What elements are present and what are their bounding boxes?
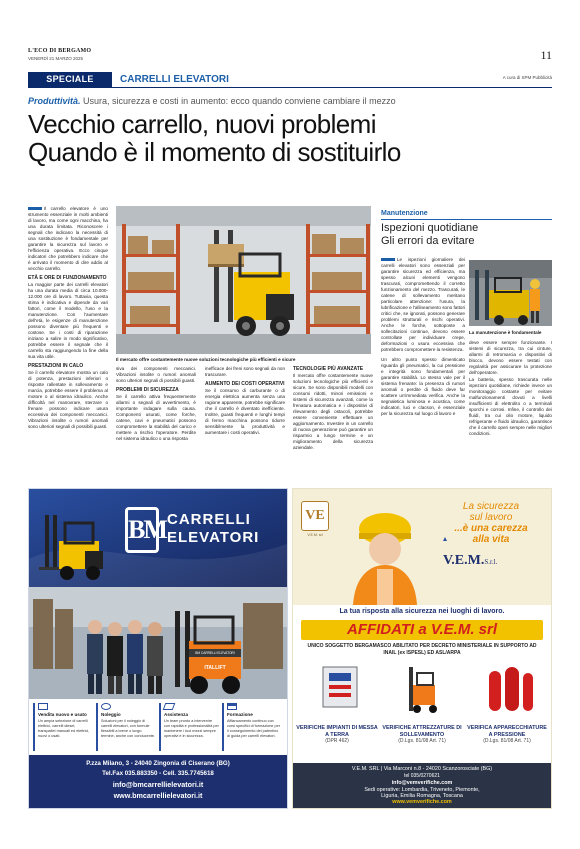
ad-bm-brand-line1: CARRELLI — [167, 511, 251, 528]
section-credit: A cura di SPM Pubblicità — [502, 75, 552, 80]
ad-vem-slogan-line2: sul lavoro — [469, 512, 513, 523]
paragraph-sicurezza: Se il carrello attiva frequentemente allarmi o segnali di avvertimento, è importante indagare sulla causa. Componenti usurati, come forche, catene, cavi e pneumatici possono compromettere la stabilità del carico e mettere a rischio l'operatore. Perdite nel sistema idraulico o una risposta — [116, 394, 196, 441]
ad-vem-slogan-line3: ...è una carezza — [454, 523, 528, 534]
ad-bm-truck-plate: BM CARRELLI ELEVATORI — [195, 651, 235, 655]
sidebar-column-1 — [381, 257, 465, 357]
section-label: SPECIALE — [28, 72, 112, 87]
article-kicker-text: Usura, sicurezza e costi in aumento: ecco quando conviene cambiare il mezzo — [83, 96, 396, 106]
sidebar-title-line2: Gli errori da evitare — [381, 235, 475, 247]
paragraph-costi: Se il consumo di carburante o di energia elettrica aumenta senza una ragione apparente, potrebbe significare che il carrello è diventato inefficiente. Inoltre, guasti frequenti e lunghi tempi di fermo macchina possono ridurre sensibilmente la produttività e aumentare i costi operativi. — [205, 388, 285, 435]
ad-bm-address: P.zza Milano, 3 - 24040 Zingonia di Ciserano (BG) — [86, 760, 230, 767]
ad-vem-name-tag — [443, 553, 497, 569]
dropmark — [28, 207, 42, 210]
article-column-4 — [293, 366, 373, 481]
sidebar-column-2 — [469, 340, 552, 481]
sidebar-paragraph-3: deve essere sempre funzionante. I sistemi di sicurezza, tra cui cinture, allarmi di retromarcia e dispositivi di blocco, devono essere testati con regolarità per assicurare la protezione dell'operatore. — [469, 340, 552, 375]
ad-vem-footer-name: V.E.M. SRL | Via Marconi n.8 - 24020 Scanzorosciate (BG) — [351, 766, 493, 772]
sidebar-paragraph-4: La batteria, spesso trascurata nelle ispezioni quotidiane, richiede invece un monitoraggio costante per evitare malfunzionamenti dovuti a livelli insufficienti di elettrolito o a terminali sporchi e corrosi. Infine, il controllo dei fluidi, tra cui olio motore, liquido refrigerante e fluido idraulico, garantisce che il carrello operi sempre nelle migliori condizioni. — [469, 377, 552, 436]
ad-vem-banner: AFFIDATI a V.E.M. srl — [301, 620, 543, 640]
ad-bm-services — [33, 703, 283, 751]
ad-bm-photo — [29, 587, 287, 699]
ad-vem-check-title: VERIFICA APPARECCHIATURE A PRESSIONE — [467, 725, 547, 738]
subhead-sicurezza: PROBLEMI DI SICUREZZA — [116, 387, 179, 393]
ad-bm-carrelli[interactable] — [28, 488, 288, 809]
ad-bm-truck-brand: ITALLIFT — [204, 665, 226, 671]
ad-vem-hero — [293, 489, 551, 605]
ad-bm-brand-line2: ELEVATORI — [167, 529, 260, 546]
sidebar-title-line1: Ispezioni quotidiane — [381, 222, 479, 234]
ad-bm-website[interactable]: www.bmcarrellielevatori.it — [113, 791, 203, 800]
ad-bm-service-formazione — [222, 703, 282, 751]
subhead-eta: ETÀ E ORE DI FUNZIONAMENTO — [28, 275, 107, 281]
ad-bm-service-noleggio — [96, 703, 156, 751]
sidebar-paragraph-1: Le ispezioni giornaliere dei carrelli elevatori sono essenziali per garantire sicurezza ed efficienza, ma spesso alcuni elementi vengono trascurati, compromettendo il corretto funzionamento del mezzo. Trascurati, le catene di sollevamento meritano particolare attenzione: l'usura, la lubrificazione e l'allineamento sono fattori critici che, se ignorati, possono generare problemi strutturali e rischi operativi. Anche le forche, sottoposte a sollecitazioni continue, devono essere controllate per individuare crepe, deformazioni o usura eccessiva che potrebbero compromettere la resistenza. — [381, 257, 465, 352]
graduation-cap-icon — [227, 703, 237, 710]
lifting-equipment-icon — [409, 667, 437, 713]
warehouse-photo — [116, 206, 371, 354]
subhead-prestazioni: PRESTAZIONI IN CALO — [28, 363, 84, 369]
ad-vem[interactable] — [292, 488, 552, 809]
subhead-tecnologie: TECNOLOGIE PIÙ AVANZATE — [293, 366, 364, 372]
ad-vem-check-title: VERIFICHE ATTREZZATURE DI SOLLEVAMENTO — [382, 725, 462, 738]
ad-vem-footer-tel: tel 035/0270621 — [404, 773, 440, 779]
ad-bm-phone: Tel.Fax 035.883350 - Cell. 335.7745618 — [102, 770, 214, 777]
ad-bm-service-title: Formazione — [227, 712, 253, 717]
article-kicker-strong: Produttività. — [28, 96, 81, 106]
section-topic: CARRELLI ELEVATORI — [120, 74, 229, 85]
grounding-system-icon — [323, 667, 357, 707]
ad-vem-name-tag-main: V.E.M. — [443, 553, 485, 568]
ad-bm-service-title: Noleggio — [101, 712, 121, 717]
ad-vem-check-ref: (D.Lgs. 81/08 Art. 71) — [483, 738, 531, 744]
wrench-icon — [163, 703, 176, 710]
maintenance-illustration — [469, 260, 552, 326]
ad-vem-check-ref: (D.Lgs. 81/08 Art. 71) — [398, 738, 446, 744]
clock-icon — [101, 703, 111, 710]
ad-vem-equipment-icons — [293, 661, 551, 723]
sidebar-rule — [381, 219, 552, 220]
ad-vem-slogan-line4: alla vita — [472, 534, 510, 545]
ad-vem-slogan-line1: La sicurezza — [462, 501, 520, 512]
ad-bm-service-title: Vendita nuovo e usato — [38, 712, 87, 717]
ad-vem-check-ref: (DPR 462) — [325, 738, 349, 744]
publication-name: L'ECO DI BERGAMO — [28, 48, 92, 54]
ad-vem-tagline: La tua risposta alla sicurezza nei luoghi di lavoro. — [339, 608, 505, 615]
ad-vem-footer — [293, 763, 551, 808]
sidebar-paragraph-2: Un altro punto spesso dimenticato riguarda gli pneumatici, la cui pressione e integrità sono fondamentali per garantire stabilità. Lo stesso vale per il sistema frenante: la presenza di rumori anomali o perdite di fluido deve far scattere un'immediata verifica. Anche la segnaletica luminosa e acustica, come indicatori, luci e clacson, è essenziale per la sicurezza sul luogo di lavoro e — [381, 357, 465, 416]
article-column-1 — [28, 206, 108, 481]
ad-vem-name-tag-srl: S.r.l. — [484, 558, 498, 566]
masthead — [28, 48, 552, 68]
ad-bm-service-text: Un ampia selezione di carrelli elettrici, carrelli diesel, transpallet manuali ed elettrici, nuovi o usati. — [38, 719, 90, 738]
ad-bm-service-assistenza — [159, 703, 219, 751]
paragraph-prestazioni: Se il carrello elevatore mostra un calo di potenza, prestazioni inferiori o risposte rallentate in sollevamento e marcia, potrebbe essere il problema al motore o al sistema idraulico. Anche difficoltà nel manovrare, sterzare o frenare possono indicare usura eccessiva dei componenti meccanici. Vibrazioni insolite o rumori anomali sono ulteriori segnali di possibili guasti. — [28, 370, 108, 429]
ad-bm-service-text: Soluzioni per il noleggio di carrelli elevatori, con formule flessibili a breve o lungo termine, anche con conducente. — [101, 719, 156, 738]
article-kicker — [28, 96, 396, 106]
ad-bm-logo: BM — [125, 507, 159, 553]
ad-bm-service-vendita — [33, 703, 93, 751]
sidebar-photo-caption: La manutenzione è fondamentale — [469, 330, 542, 335]
page-number: 11 — [540, 48, 552, 62]
ad-vem-footer-email[interactable]: info@vemverifiche.com — [391, 780, 453, 786]
article-title — [28, 110, 552, 166]
paragraph-prestazioni-cont: siva dei componenti meccanici. Vibrazioni insolite o rumori anomali sono ulteriori segnali di possibili guasti. — [116, 366, 196, 383]
ad-vem-footer-sedi-line2: Liguria, Emilia Romagna, Toscana — [381, 793, 463, 799]
sidebar-title — [381, 222, 552, 248]
ad-bm-service-text: Affiancamento continuo con corsi specifici di formazione per il conseguimento del patentino di guida per carrelli elevatori. — [227, 719, 280, 738]
ad-bm-contacts — [29, 755, 287, 808]
ad-vem-check-title: VERIFICHE IMPIANTI DI MESSA A TERRA — [296, 725, 378, 738]
article-title-line2: Quando è il momento di sostituirlo — [28, 137, 401, 167]
ad-bm-service-title: Assistenza — [164, 712, 189, 717]
ad-vem-logo-sub: V.E.M. srl — [307, 533, 323, 537]
ad-vem-check-grounding — [295, 725, 379, 744]
subhead-costi: AUMENTO DEI COSTI OPERATIVI — [205, 381, 285, 387]
ad-bm-photo-art — [29, 587, 287, 699]
ad-vem-checks — [293, 725, 551, 761]
pressure-vessel-icon — [489, 667, 533, 711]
ad-bm-email[interactable]: info@bmcarrellielevatori.it — [112, 780, 204, 789]
sidebar-kicker: Manutenzione — [381, 210, 428, 217]
sidebar-column-1b — [381, 357, 465, 481]
paragraph-tecnologie: Il mercato offre costantemente nuove soluzioni tecnologiche più efficienti e sicure. Se sono disponibili modelli con consumi ridotti, minori emissioni e sistemi di sicurezza avanzati, come la frenatura automatica e i dispositivi di rilevamento degli ostacoli, potrebbe essere conveniente effettuare un aggiornamento. Investire in un carrello di nuova generazione può garantire un risparmio a lungo termine e un miglioramento della sicurezza aziendale. — [293, 373, 373, 450]
main-photo-caption: Il mercato offre costantemente nuove soluzioni tecnologiche più efficienti e sicure — [116, 357, 296, 362]
publication-date: VENERDÌ 21 MARZO 2025 — [28, 56, 84, 61]
paragraph-sicurezza-cont: inefficace dei freni sono segnali da non trascurare. — [205, 366, 285, 377]
section-bar — [28, 72, 552, 88]
ad-vem-footer-website[interactable]: www.vemverifiche.com — [392, 799, 452, 805]
ad-vem-authorized: UNICO SOGGETTO BERGAMASCO ABILITATO PER DECRETO MINISTERIALE IN SUPPORTO AD INAIL (ex ISPESL) ED ASL/ARPA — [307, 643, 537, 656]
article-column-3 — [205, 366, 285, 481]
cart-icon — [38, 703, 48, 710]
warehouse-forklift-illustration — [116, 206, 371, 354]
article-title-line1: Vecchio carrello, nuovi problemi — [28, 109, 376, 139]
article-intro: Il carrello elevatore è uno strumento essenziale in molti ambienti di lavoro, ma come ogni macchina, ha una durata limitata. Riconoscere i segnali che indicano la necessità di una sostituzione è fondamentale per garantire la sicurezza sul lavoro e l'efficienza operativa. Ecco cinque indicatori che potrebbero indicare che è arrivato il momento di dire addio al vecchio carrello. — [28, 206, 108, 271]
ad-bm-header — [29, 489, 287, 587]
paragraph-eta: La maggior parte dei carrelli elevatori ha una durata media di circa 10.000-12.000 ore di lavoro. Tuttavia, questa stima è indicativa e dipende da vari fattori, come il modello, l'uso e la manutenzione. Con l'aumentare dell'età, le esigenze di manutenzione possono diventare più frequenti e costose. Se i costi di riparazione iniziano a salire in modo significativo, potrebbe essere il segnale che il carrello sta raggiungendo la fine della sua vita utile. — [28, 282, 108, 359]
dropmark — [381, 258, 395, 261]
maintenance-photo — [469, 260, 552, 326]
ad-vem-check-pressure — [465, 725, 549, 744]
ad-vem-logo: VE — [301, 501, 329, 531]
ad-vem-footer-sedi-line1: Sedi operative: Lombardia, Triveneto, Piemonte, — [364, 787, 480, 793]
ad-vem-slogan — [435, 501, 547, 545]
ad-bm-service-text: Un team pronto a intervenire con rapidità e professionalità per mantenere i tuoi mezzi sempre operativi e in sicurezza. — [164, 719, 219, 738]
ad-vem-check-lifting — [380, 725, 464, 744]
article-column-2 — [116, 366, 196, 481]
